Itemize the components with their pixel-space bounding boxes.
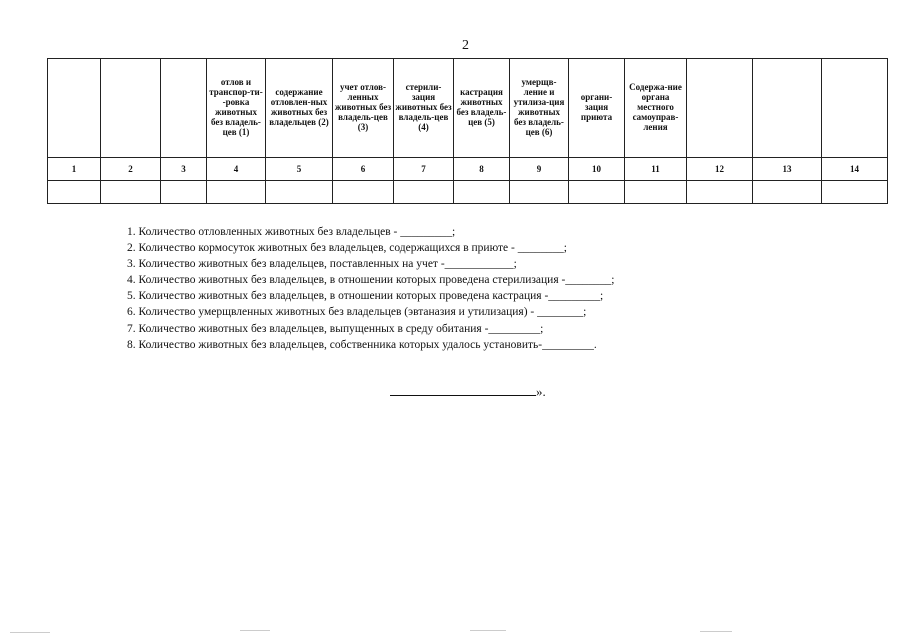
scan-artifact xyxy=(240,630,270,631)
header-cell xyxy=(822,59,888,158)
column-number: 7 xyxy=(394,158,454,181)
list-item: 7. Количество животных без владельцев, выпущенных в среду обитания -_________; xyxy=(127,322,544,335)
column-number: 12 xyxy=(687,158,753,181)
column-number: 9 xyxy=(510,158,569,181)
header-cell: органи-зация приюта xyxy=(569,59,625,158)
column-number: 13 xyxy=(753,158,822,181)
scan-artifact xyxy=(700,631,732,632)
data-cell xyxy=(48,181,101,204)
header-cell: отлов и транспор-ти--ровка животных без владель-цев (1) xyxy=(207,59,266,158)
table-header-row xyxy=(48,59,888,158)
signature-line xyxy=(390,382,546,400)
data-cell xyxy=(454,181,510,204)
empty-data-row xyxy=(48,181,888,204)
header-cell xyxy=(161,59,207,158)
column-number: 11 xyxy=(625,158,687,181)
data-cell xyxy=(161,181,207,204)
blank-line xyxy=(390,382,536,396)
header-cell xyxy=(753,59,822,158)
data-cell xyxy=(101,181,161,204)
data-cell xyxy=(510,181,569,204)
column-number: 4 xyxy=(207,158,266,181)
list-item: 5. Количество животных без владельцев, в отношении которых проведена кастрация -_________; xyxy=(127,290,604,303)
data-cell xyxy=(394,181,454,204)
column-number: 5 xyxy=(266,158,333,181)
closing-mark: ». xyxy=(536,384,546,399)
header-cell: Содержа-ние органа местного самоуправ-ления xyxy=(625,59,687,158)
column-number-row xyxy=(48,158,888,181)
data-cell xyxy=(207,181,266,204)
page-number: 2 xyxy=(462,38,469,53)
header-cell xyxy=(48,59,101,158)
header-cell: содержание отловлен-ных животных без владельцев (2) xyxy=(266,59,333,158)
scan-artifact xyxy=(10,632,50,633)
column-number: 6 xyxy=(333,158,394,181)
indicator-list xyxy=(127,224,615,353)
data-cell xyxy=(753,181,822,204)
data-cell xyxy=(625,181,687,204)
scan-artifact xyxy=(470,630,506,631)
column-number: 3 xyxy=(161,158,207,181)
column-number: 2 xyxy=(101,158,161,181)
data-cell xyxy=(687,181,753,204)
data-cell xyxy=(569,181,625,204)
header-cell xyxy=(101,59,161,158)
list-item: 1. Количество отловленных животных без владельцев - _________; xyxy=(127,226,456,238)
data-cell xyxy=(822,181,888,204)
column-number: 10 xyxy=(569,158,625,181)
list-item: 8. Количество животных без владельцев, собственника которых удалось установить-_________. xyxy=(127,338,597,351)
column-number: 8 xyxy=(454,158,510,181)
list-item: 2. Количество кормосуток животных без владельцев, содержащихся в приюте - ________; xyxy=(127,242,567,255)
data-cell xyxy=(333,181,394,204)
header-cell: кастрация животных без владель-цев (5) xyxy=(454,59,510,158)
data-cell xyxy=(266,181,333,204)
report-table xyxy=(47,58,888,204)
list-item: 6. Количество умерщвленных животных без владельцев (эвтаназия и утилизация) - ________; xyxy=(127,306,587,319)
column-number: 1 xyxy=(48,158,101,181)
list-item: 3. Количество животных без владельцев, поставленных на учет -____________; xyxy=(127,258,517,271)
header-cell xyxy=(687,59,753,158)
header-cell: умерщв-ление и утилиза-ция животных без владель-цев (6) xyxy=(510,59,569,158)
header-cell: учет отлов-ленных животных без владель-цев (3) xyxy=(333,59,394,158)
list-item: 4. Количество животных без владельцев, в отношении которых проведена стерилизация -________; xyxy=(127,274,615,287)
header-cell: стерили-зация животных без владель-цев (4) xyxy=(394,59,454,158)
column-number: 14 xyxy=(822,158,888,181)
